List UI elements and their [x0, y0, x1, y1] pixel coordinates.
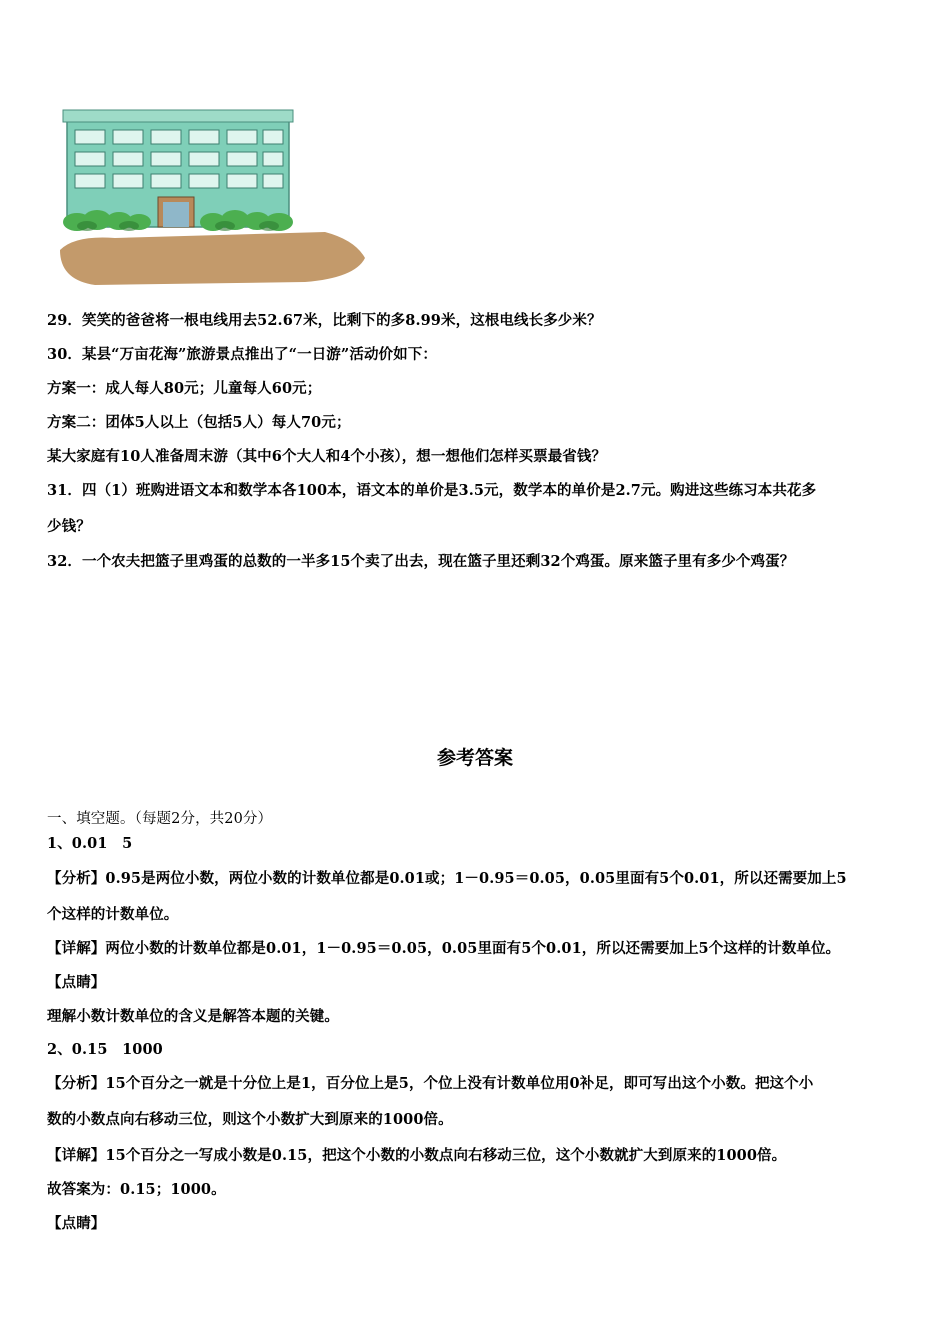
answer-2-heading: 2、0.15 1000 [47, 1041, 163, 1058]
question-31-line-2: 少钱？ [47, 518, 91, 535]
answer-2-point-label: 【点睛】 [47, 1215, 106, 1232]
question-30: 30．某县“万亩花海”旅游景点推出了“一日游”活动价如下： [47, 346, 437, 363]
question-31-line-1: 31．四（1）班购进语文本和数学本各100本，语文本的单价是3.5元，数学本的单价是2.7元。购进这些练习本共花多 [47, 482, 817, 499]
answer-1-point: 理解小数计数单位的含义是解答本题的关键。 [47, 1008, 339, 1025]
question-30-plan-2: 方案二：团体5人以上（包括5人）每人70元； [47, 414, 351, 431]
question-29: 29．笑笑的爸爸将一根电线用去52.67米，比剩下的多8.99米，这根电线长多少米？ [47, 312, 602, 329]
answer-1-detail: 【详解】两位小数的计数单位都是0.01，1－0.95＝0.05，0.05里面有5个0.01，所以还需要加上5个这样的计数单位。 [47, 940, 841, 957]
question-30-plan-1: 方案一：成人每人80元；儿童每人60元； [47, 380, 322, 397]
answer-1-point-label: 【点睛】 [47, 974, 106, 991]
answer-1-analysis-line-1: 【分析】0.95是两位小数，两位小数的计数单位都是0.01或；1－0.95＝0.05，0.05里面有5个0.01，所以还需要加上5 [47, 870, 847, 887]
answer-key-title: 参考答案 [436, 747, 513, 769]
answer-2-analysis-line-2: 数的小数点向右移动三位，则这个小数扩大到原来的1000倍。 [47, 1111, 453, 1128]
answer-2-final-answer: 故答案为：0.15；1000。 [47, 1181, 226, 1198]
school-building-illustration [55, 100, 370, 290]
answer-2-detail: 【详解】15个百分之一写成小数是0.15，把这个小数的小数点向右移动三位，这个小数就扩大到原来的1000倍。 [47, 1147, 787, 1164]
answer-1-heading: 1、0.01 5 [47, 835, 133, 852]
answer-2-analysis-line-1: 【分析】15个百分之一就是十分位上是1，百分位上是5，个位上没有计数单位用0补足，即可写出这个小数。把这个小 [47, 1075, 814, 1092]
answer-1-analysis-line-2: 个这样的计数单位。 [47, 906, 179, 923]
question-30-ask: 某大家庭有10人准备周末游（其中6个大人和4个小孩），想一想他们怎样买票最省钱？ [47, 448, 607, 465]
section-1-heading: 一、填空题。（每题2分，共20分） [47, 811, 273, 827]
question-32: 32．一个农夫把篮子里鸡蛋的总数的一半多15个卖了出去，现在篮子里还剩32个鸡蛋。原来篮子里有多少个鸡蛋？ [47, 553, 795, 570]
